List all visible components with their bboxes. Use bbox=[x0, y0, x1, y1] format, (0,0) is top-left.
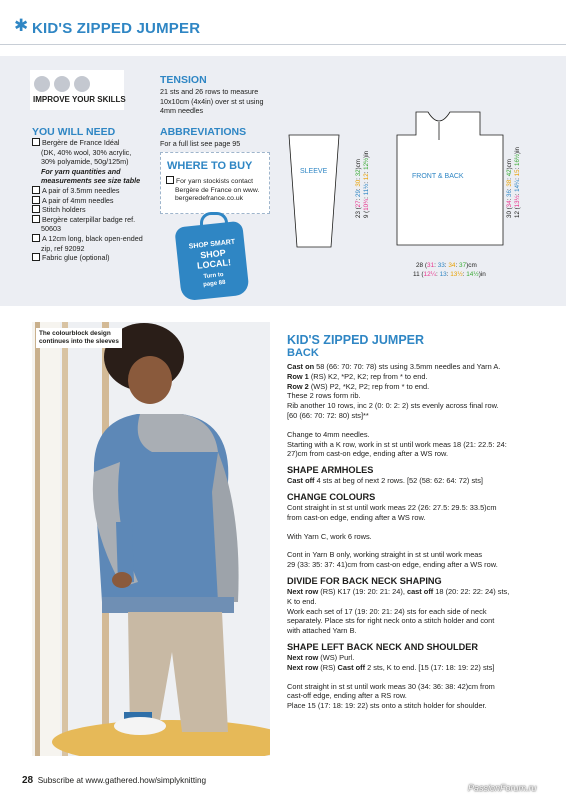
abbreviations-heading: ABBREVIATIONS bbox=[160, 126, 247, 138]
you-will-need-heading: YOU WILL NEED bbox=[32, 126, 116, 138]
body-width-cm: 28 (31: 33: 34: 37)cm bbox=[416, 262, 477, 269]
sleeve-shape bbox=[289, 135, 339, 247]
page-number: 28 bbox=[22, 775, 34, 786]
pattern-line: Work each set of 17 (19: 20: 21: 24) sts for each side of neck bbox=[287, 606, 487, 616]
divide-heading: DIVIDE FOR BACK NECK SHAPING bbox=[287, 575, 442, 586]
pattern-line: Rib another 10 rows, inc 2 (0: 0: 2: 2) sts evenly across final row. bbox=[287, 401, 499, 411]
watermark: PassionForum.ru bbox=[468, 783, 537, 793]
tension-line: 21 sts and 26 rows to measure bbox=[160, 87, 259, 96]
pattern-line: With Yarn C, work 6 rows. bbox=[287, 531, 372, 541]
where-to-buy-line: Bergère de France on www. bbox=[175, 186, 260, 194]
material-item: 50603 bbox=[41, 224, 61, 234]
material-item: Stitch holders bbox=[32, 205, 150, 215]
tension-line: 10x10cm (4x4in) over st st using bbox=[160, 96, 264, 106]
pattern-line: 27)cm from cast-on edge, ending after a WS row. bbox=[287, 449, 449, 459]
child-photo bbox=[32, 322, 270, 756]
shoulder-next-row: Next row (WS) Purl. bbox=[287, 652, 355, 662]
where-to-buy-heading: WHERE TO BUY bbox=[167, 160, 253, 172]
body-width-in: 11 (12¼: 13: 13½: 14½)in bbox=[413, 271, 486, 278]
pattern-line: These 2 rows form rib. bbox=[287, 391, 361, 401]
pattern-line: with attached Yarn B. bbox=[287, 626, 357, 636]
sleeve-label: SLEEVE bbox=[300, 168, 328, 175]
pattern-line: Place 15 (17: 18: 19: 22) sts onto a stitch holder for shoulder. bbox=[287, 701, 487, 711]
subscribe-link[interactable]: Subscribe at www.gathered.how/simplyknitting bbox=[37, 776, 207, 785]
pattern-line: 29 (33: 35: 37: 41)cm from cast-on edge, ending after a WS row. bbox=[287, 560, 498, 570]
pattern-line: Cont straight in st st until work meas 22 (26: 27.5: 29.5: 33.5)cm bbox=[287, 502, 497, 512]
cast-on-line: Cast on 58 (66: 70: 70: 78) sts using 3.5mm needles and Yarn A. bbox=[287, 362, 501, 371]
checkbox-icon[interactable] bbox=[32, 205, 40, 213]
badge-sub: Turn to bbox=[203, 271, 224, 281]
materials-list bbox=[32, 138, 150, 263]
pattern-text bbox=[287, 333, 549, 711]
skill-level-label: IMPROVE YOUR SKILLS bbox=[33, 95, 126, 104]
row-2-line: Row 2 (WS) P2, *K2, P2; rep from * to end. bbox=[287, 381, 430, 391]
badge-sub: page 88 bbox=[202, 279, 226, 288]
photo-caption: The colourblock design continues into the sleeves bbox=[36, 328, 122, 348]
pattern-line: cast-off edge, ending after a RS row. bbox=[287, 691, 407, 701]
material-item: A 12cm long, black open-ended bbox=[32, 234, 150, 244]
header-divider bbox=[0, 44, 566, 45]
armholes-heading: SHAPE ARMHOLES bbox=[287, 465, 374, 476]
skill-level-box bbox=[30, 70, 124, 110]
row-1-line: Row 1 (RS) K2, *P2, K2; rep from * to end. bbox=[287, 371, 428, 381]
body-length-cm: 30 (34: 36: 38: 42)cm bbox=[506, 159, 513, 218]
tension-heading: TENSION bbox=[160, 74, 207, 86]
pattern-line: Starting with a K row, work in st st until work meas 18 (21: 22.5: 24: bbox=[287, 439, 507, 449]
sleeve-length-in: 9 (10¾: 11½: 12: 12½)in bbox=[363, 150, 370, 218]
material-item: zip, ref 92092 bbox=[41, 243, 85, 253]
pattern-title: KID'S ZIPPED JUMPER bbox=[287, 333, 425, 347]
pattern-line: Cont in Yarn B only, working straight in st st until work meas bbox=[287, 550, 483, 560]
page-title: KID'S ZIPPED JUMPER bbox=[32, 20, 201, 37]
badge-line: LOCAL! bbox=[196, 257, 232, 271]
armholes-line: Cast off 4 sts at beg of next 2 rows. [52 (58: 62: 64: 72) sts] bbox=[287, 476, 483, 486]
yarn-ball-icon bbox=[54, 76, 70, 92]
tension-line: 4mm needles bbox=[160, 106, 204, 116]
pattern-line: K to end. bbox=[287, 596, 317, 606]
material-item: (DK, 40% wool, 30% acrylic, bbox=[41, 147, 132, 157]
shoulder-heading: SHAPE LEFT BACK NECK AND SHOULDER bbox=[287, 641, 479, 652]
checkbox-icon[interactable] bbox=[32, 234, 40, 242]
asterisk-icon: ✱ bbox=[14, 16, 29, 35]
page-footer bbox=[22, 775, 206, 786]
material-item: For yarn quantities and bbox=[41, 166, 121, 176]
checkbox-icon[interactable] bbox=[32, 196, 40, 204]
checkbox-icon bbox=[166, 176, 174, 184]
colours-heading: CHANGE COLOURS bbox=[287, 491, 376, 502]
pattern-line: [60 (66: 70: 72: 80) sts]** bbox=[287, 410, 369, 420]
material-item: Fabric glue (optional) bbox=[32, 253, 150, 263]
pattern-line: Cont straight in st st until work meas 30 (34: 36: 38: 42)cm from bbox=[287, 681, 495, 691]
shoulder-next-row: Next row (RS) Cast off 2 sts, K to end. [15 (17: 18: 19: 22) sts] bbox=[287, 662, 495, 672]
where-to-buy-line: For yarn stockists contact bbox=[166, 176, 266, 187]
checkbox-icon[interactable] bbox=[32, 138, 40, 146]
checkbox-icon[interactable] bbox=[32, 186, 40, 194]
material-item: 30% polyamide, 50g/125m) bbox=[41, 157, 129, 167]
badge-line: SHOP SMART bbox=[188, 238, 236, 251]
pattern-line: from cast-on edge, ending after a WS row. bbox=[287, 512, 426, 522]
material-item: measurements see size table bbox=[41, 176, 141, 186]
material-item: A pair of 3.5mm needles bbox=[32, 186, 150, 196]
pattern-line: separately. Place sts for right neck onto a stitch holder and cont bbox=[287, 616, 495, 626]
material-item: Bergère de France Idéal bbox=[32, 138, 150, 148]
abbreviations-text: For a full list see page 95 bbox=[160, 139, 241, 148]
yarn-ball-icon bbox=[34, 76, 50, 92]
sleeve-length-cm: 23 (27: 29: 30: 32)cm bbox=[355, 159, 362, 218]
material-item: Bergère caterpillar badge ref. bbox=[32, 215, 150, 225]
pattern-line: Change to 4mm needles. bbox=[287, 429, 370, 439]
checkbox-icon[interactable] bbox=[32, 215, 40, 223]
badge-line: SHOP bbox=[199, 247, 227, 261]
section-back: BACK bbox=[287, 347, 319, 359]
material-item: A pair of 4mm needles bbox=[32, 196, 150, 206]
where-to-buy-line: bergeredefrance.co.uk bbox=[175, 195, 244, 203]
front-back-label: FRONT & BACK bbox=[412, 173, 464, 180]
divide-next-row: Next row (RS) K17 (19: 20: 21: 24), cast off 18 (20: 22: 22: 24) sts, bbox=[287, 586, 510, 596]
yarn-ball-icon bbox=[74, 76, 90, 92]
child-illustration bbox=[32, 322, 270, 756]
checkbox-icon[interactable] bbox=[32, 253, 40, 261]
body-length-in: 12 (13½: 14¼: 15: 16½)in bbox=[514, 147, 521, 218]
